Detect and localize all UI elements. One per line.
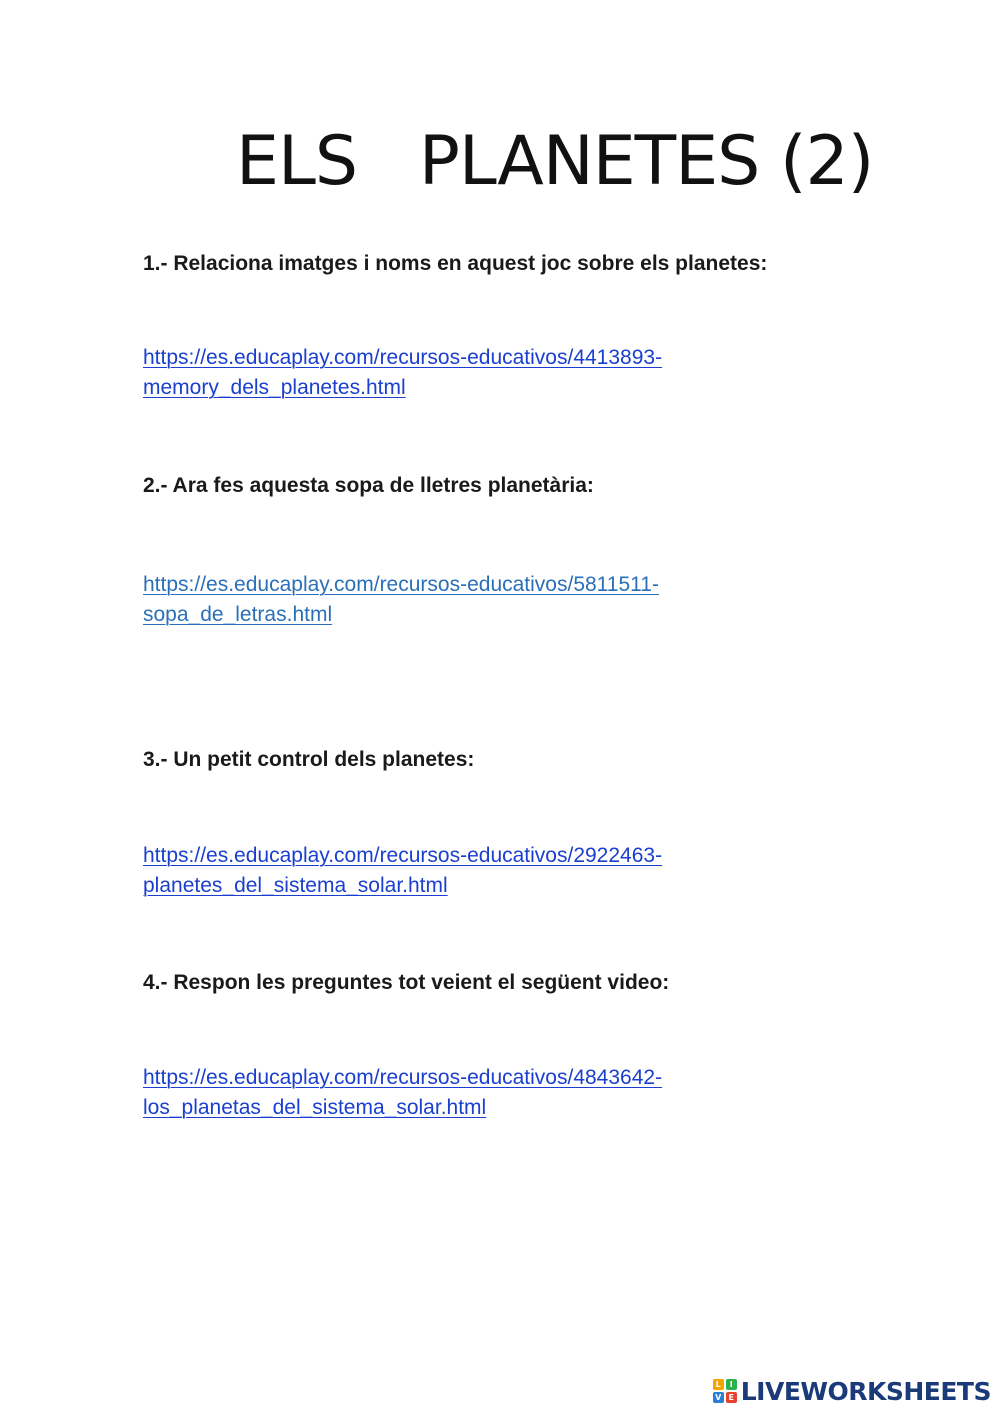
link-line-1: https://es.educaplay.com/recursos-educativos/4843642- xyxy=(143,1066,663,1089)
page-title: ELS PLANETES (2) xyxy=(236,122,874,201)
link-line-1: https://es.educaplay.com/recursos-educativos/4413893- xyxy=(143,346,663,369)
question-2: 2.- Ara fes aquesta sopa de lletres planetària: xyxy=(143,474,594,497)
question-1: 1.- Relaciona imatges i noms en aquest joc sobre els planetes: xyxy=(143,252,768,275)
link-video-planetas[interactable] xyxy=(143,1063,743,1123)
liveworksheets-logo-icon xyxy=(713,1379,737,1403)
link-line-2: sopa_de_letras.html xyxy=(143,603,333,626)
question-4: 4.- Respon les preguntes tot veient el següent video: xyxy=(143,971,670,994)
link-sopa-de-letras[interactable] xyxy=(143,570,743,630)
link-control-planetes[interactable] xyxy=(143,841,743,901)
logo-square: E xyxy=(726,1392,737,1403)
logo-square: V xyxy=(713,1392,724,1403)
link-line-2: memory_dels_planetes.html xyxy=(143,376,406,399)
link-line-2: planetes_del_sistema_solar.html xyxy=(143,874,448,897)
question-3: 3.- Un petit control dels planetes: xyxy=(143,748,475,771)
logo-square: I xyxy=(726,1379,737,1390)
link-memory-planetes[interactable] xyxy=(143,343,743,403)
link-line-2: los_planetas_del_sistema_solar.html xyxy=(143,1096,487,1119)
liveworksheets-logo[interactable] xyxy=(713,1376,991,1406)
link-line-1: https://es.educaplay.com/recursos-educativos/2922463- xyxy=(143,844,663,867)
link-line-1: https://es.educaplay.com/recursos-educativos/5811511- xyxy=(143,573,659,596)
liveworksheets-logo-text: LIVEWORKSHEETS xyxy=(740,1376,991,1406)
logo-square: L xyxy=(713,1379,724,1390)
